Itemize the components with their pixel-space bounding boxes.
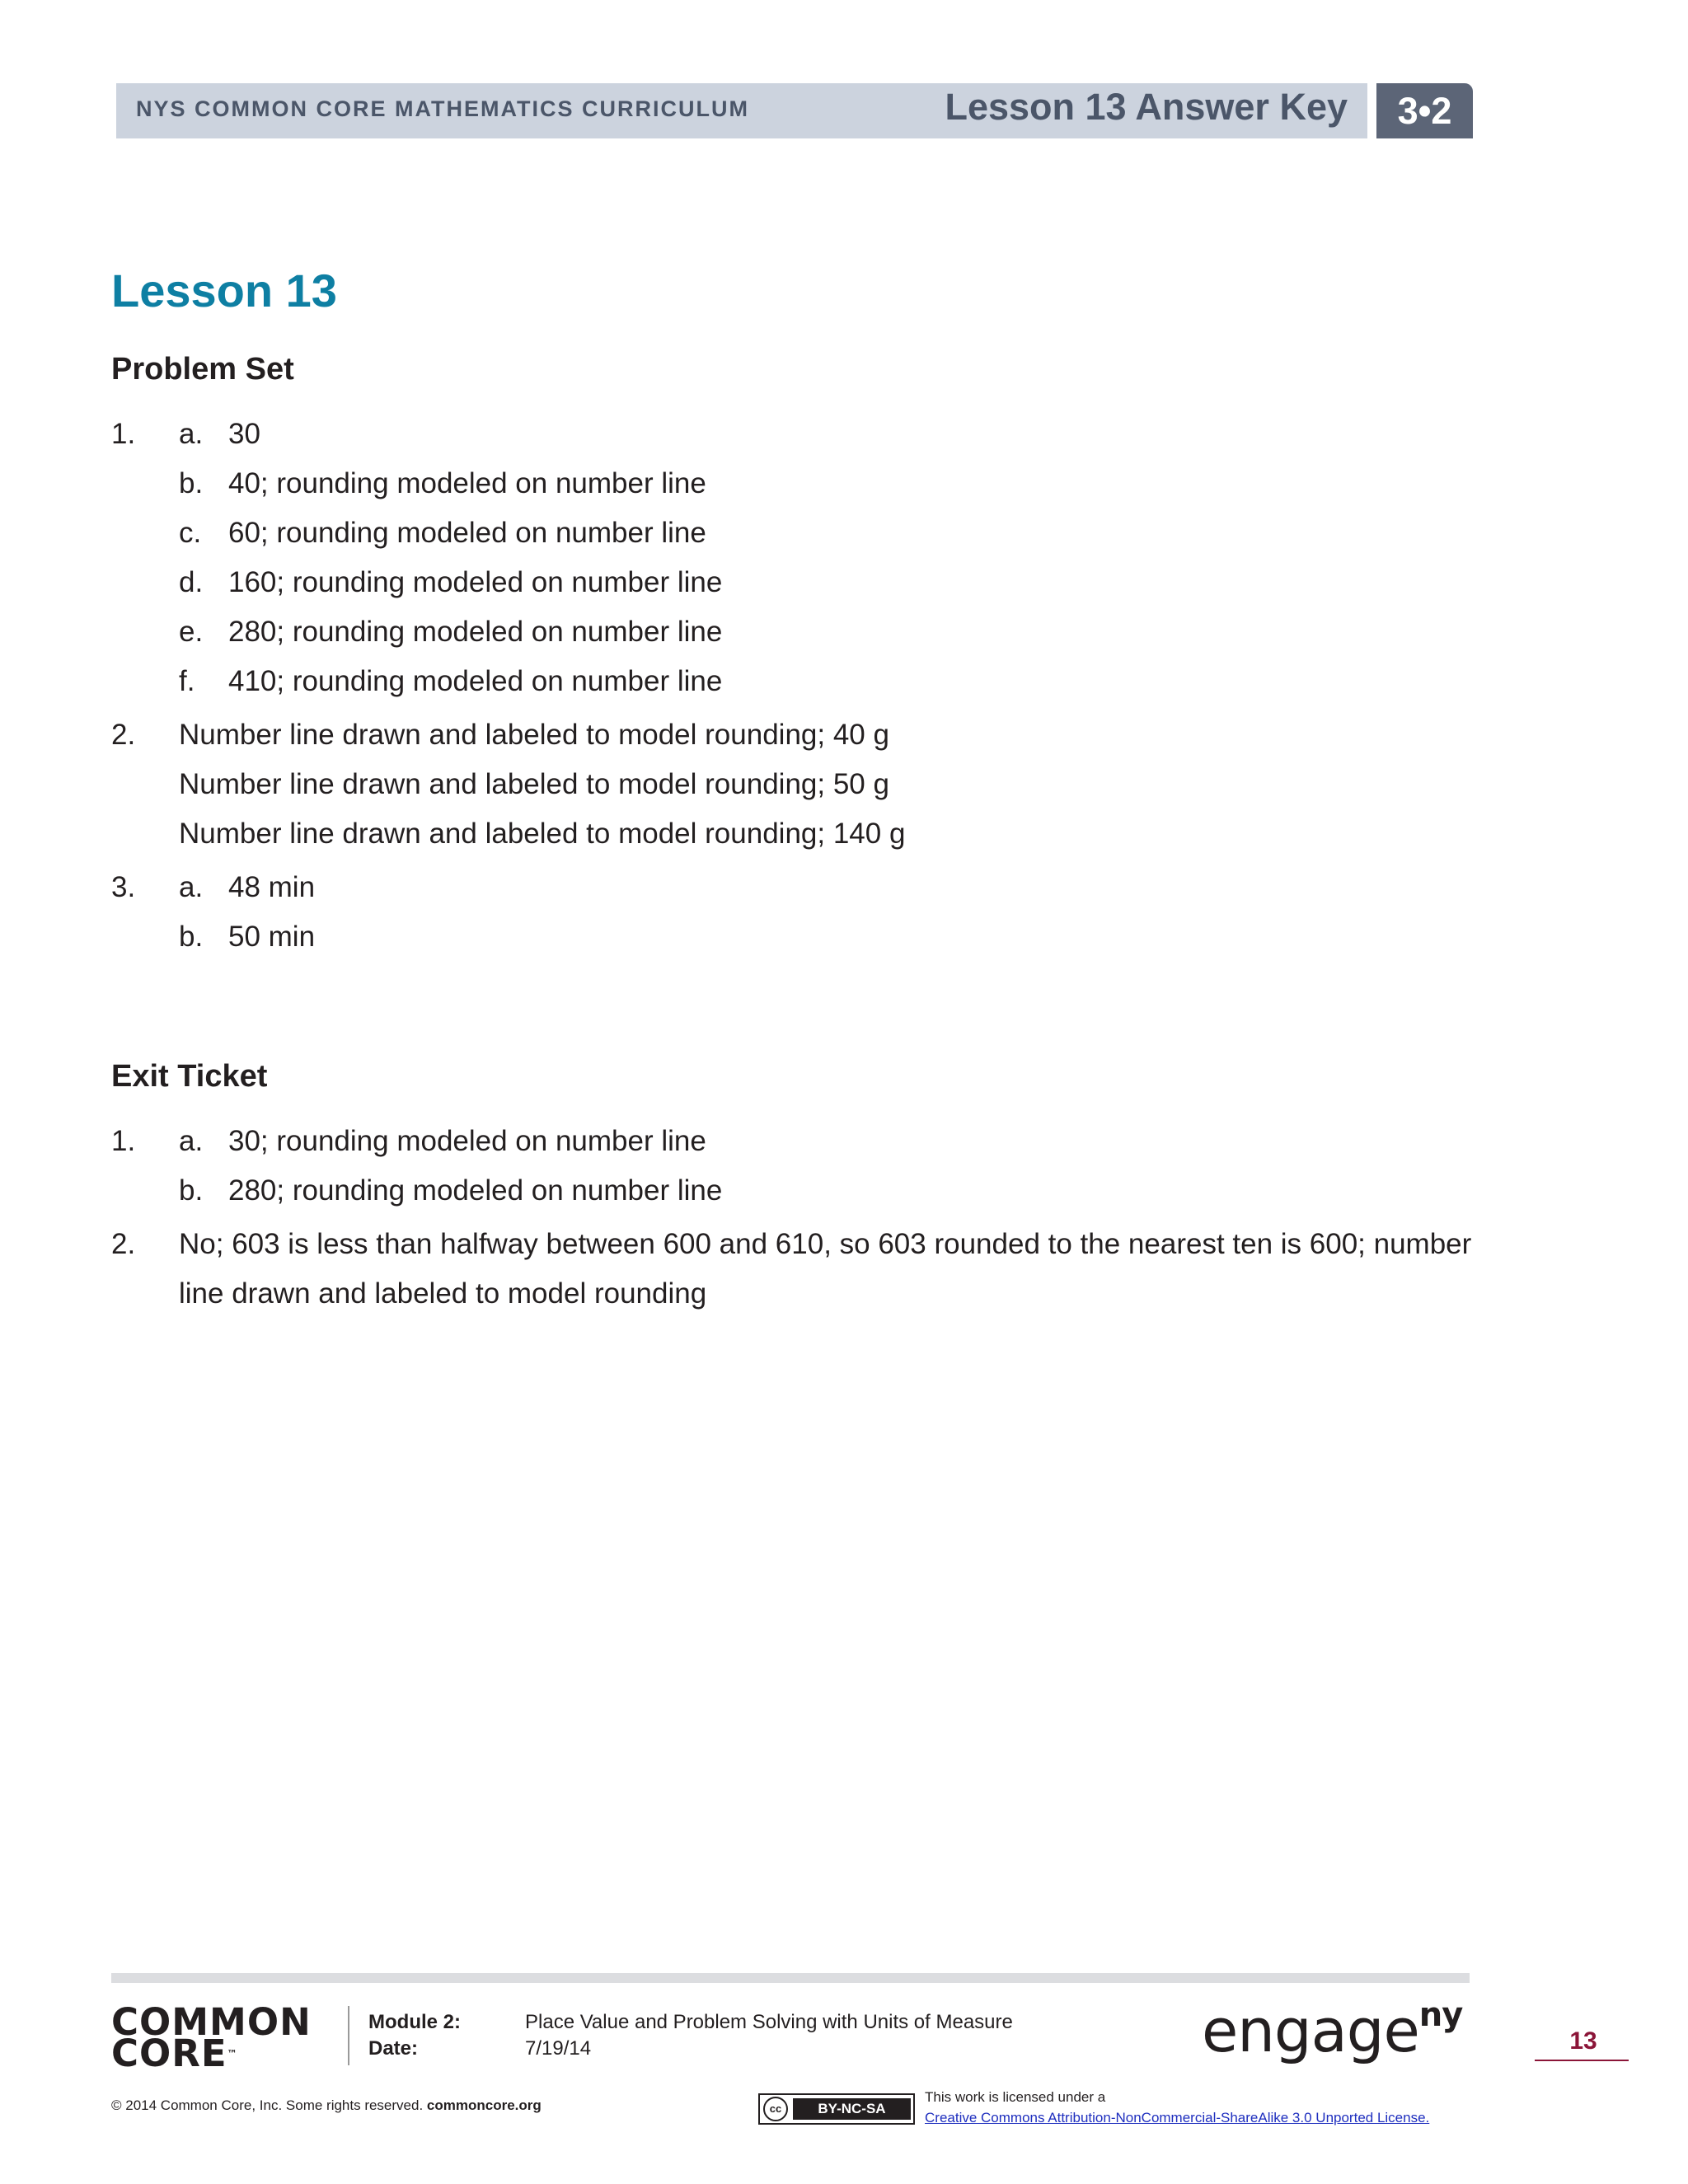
et-q1b-letter: b. [179,1174,204,1207]
answer-key-title: Lesson 13 Answer Key [945,86,1348,128]
grade-module-badge: 3•2 [1376,83,1473,138]
date-value: 7/19/14 [525,2037,592,2060]
ps-q3b-answer: 50 min [228,921,316,953]
ps-q2-line-3: Number line drawn and labeled to model rounding; 140 g [179,818,906,850]
ps-q2-line-2: Number line drawn and labeled to model rounding; 50 g [179,768,889,800]
problem-set-heading: Problem Set [111,352,294,387]
ps-q1c-answer: 60; rounding modeled on number line [228,517,706,549]
ps-q3-number: 3. [111,871,136,903]
et-q2-line-1: No; 603 is less than halfway between 600 and 610, so 603 rounded to the nearest ten is 600; number [179,1228,1472,1260]
copyright-text: © 2014 Common Core, Inc. Some rights reserved. [111,2097,427,2113]
ps-q3a-letter: a. [179,871,204,903]
ps-q1b-answer: 40; rounding modeled on number line [228,467,706,499]
ps-q1f-answer: 410; rounding modeled on number line [228,665,723,697]
logo-line-1: COMMON [111,2000,312,2044]
et-q1-number: 1. [111,1125,136,1157]
module-label: Module 2: [368,2011,461,2033]
ps-q1-number: 1. [111,418,136,450]
date-label: Date: [368,2037,419,2060]
common-core-logo [111,2000,312,2075]
ps-q1b-letter: b. [179,467,204,499]
exit-ticket-heading: Exit Ticket [111,1059,268,1094]
copyright-notice [111,2097,542,2114]
ps-q1c-letter: c. [179,517,202,549]
module-value: Place Value and Problem Solving with Units of Measure [525,2011,1013,2033]
ps-q3b-letter: b. [179,921,204,953]
ps-q3a-answer: 48 min [228,871,316,903]
lesson-title: Lesson 13 [111,265,337,316]
ps-q1e-answer: 280; rounding modeled on number line [228,616,723,648]
et-q2-line-2: line drawn and labeled to model rounding [179,1277,707,1310]
ps-q1d-letter: d. [179,566,204,598]
ps-q2-number: 2. [111,719,136,751]
footer-rule [111,1973,1470,1983]
license-link[interactable]: Creative Commons Attribution-NonCommercial-ShareAlike 3.0 Unported License. [925,2110,1430,2125]
cc-badge-text: BY-NC-SA [793,2098,911,2120]
license-intro: This work is licensed under a [925,2089,1106,2105]
et-q2-number: 2. [111,1228,136,1260]
ps-q1d-answer: 160; rounding modeled on number line [228,566,723,598]
creative-commons-badge[interactable] [758,2093,915,2125]
ps-q2-line-1: Number line drawn and labeled to model rounding; 40 g [179,719,889,751]
curriculum-title: NYS COMMON CORE MATHEMATICS CURRICULUM [136,96,749,121]
et-q1b-answer: 280; rounding modeled on number line [228,1174,723,1207]
engage-sup: ny [1418,1996,1463,2034]
engage-text: engage [1202,1996,1419,2065]
et-q1a-letter: a. [179,1125,204,1157]
engageny-logo [1202,1996,1462,2065]
cc-icon: cc [763,2097,788,2121]
logo-line-2: CORE [111,2032,227,2075]
page-number-rule [1535,2060,1629,2061]
ps-q1a-letter: a. [179,418,204,450]
copyright-site: commoncore.org [426,2097,542,2113]
ps-q1f-letter: f. [179,665,195,697]
logo-trademark: ™ [227,2048,237,2060]
ps-q1a-answer: 30 [228,418,260,450]
page-number: 13 [1569,2027,1597,2055]
et-q1a-answer: 30; rounding modeled on number line [228,1125,706,1157]
footer-divider [348,2006,349,2065]
ps-q1e-letter: e. [179,616,204,648]
